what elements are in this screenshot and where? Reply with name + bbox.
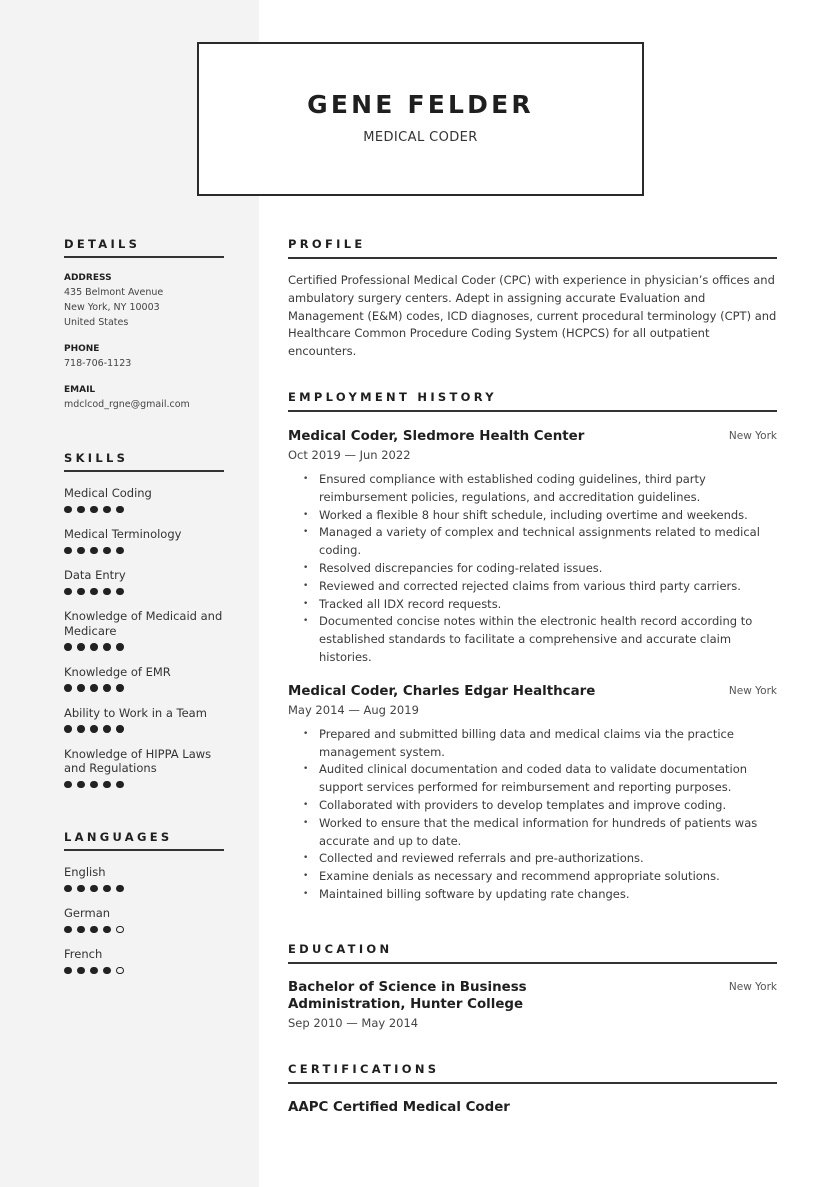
filled-dot-icon	[90, 725, 98, 733]
rating-label: Ability to Work in a Team	[64, 705, 207, 720]
rating-dots	[64, 725, 224, 733]
filled-dot-icon	[90, 588, 98, 596]
job-title: Medical Coder, Charles Edgar Healthcare	[288, 683, 596, 699]
filled-dot-icon	[77, 684, 85, 692]
filled-dot-icon	[116, 547, 124, 555]
bullet-item: • Documented concise notes within the electronic health record according to established standards to facilitate a comprehensive and accurate claim histories.	[302, 613, 777, 666]
address-value	[64, 285, 224, 330]
bullet-item: • Resolved discrepancies for coding-related issues.	[302, 560, 777, 578]
skills-heading: SKILLS	[64, 451, 224, 472]
skills-section	[64, 451, 224, 788]
rating-item	[64, 665, 224, 692]
filled-dot-icon	[103, 725, 111, 733]
filled-dot-icon	[116, 506, 124, 514]
certifications-heading: CERTIFICATIONS	[288, 1062, 777, 1084]
rating-item	[64, 609, 224, 651]
education-header	[288, 979, 777, 1013]
filled-dot-icon	[64, 885, 72, 893]
filled-dot-icon	[103, 506, 111, 514]
filled-dot-icon	[77, 588, 85, 596]
job-dates: May 2014 — Aug 2019	[288, 702, 419, 717]
filled-dot-icon	[90, 967, 98, 975]
bullet-item: • Prepared and submitted billing data and medical claims via the practice management system.	[302, 726, 777, 762]
email-value: mdclcod_rgne@gmail.com	[64, 399, 190, 410]
bullet-item: • Worked to ensure that the medical information for hundreds of patients was accurate and up to date.	[302, 815, 777, 851]
education-dates: Sep 2010 — May 2014	[288, 1016, 419, 1030]
name-header-box	[197, 42, 644, 196]
job-location: New York	[728, 684, 777, 697]
filled-dot-icon	[64, 643, 72, 651]
rating-item	[64, 747, 224, 789]
job-bullets	[288, 471, 777, 667]
rating-item	[64, 486, 224, 513]
filled-dot-icon	[116, 643, 124, 651]
certifications-section	[288, 1062, 777, 1116]
bullet-item: • Audited clinical documentation and coded data to validate documentation support services performed for reimbursement and reporting purposes.	[302, 761, 777, 797]
rating-dots	[64, 506, 224, 514]
bullet-item: • Examine denials as necessary and recommend appropriate solutions.	[302, 868, 777, 886]
job-location: New York	[728, 430, 777, 442]
filled-dot-icon	[90, 643, 98, 651]
profile-section	[288, 237, 777, 361]
rating-item	[64, 706, 224, 733]
rating-item	[64, 527, 224, 554]
filled-dot-icon	[116, 885, 124, 893]
rating-dots	[64, 547, 224, 555]
rating-label: Knowledge of Medicaid and Medicare	[64, 609, 223, 638]
filled-dot-icon	[103, 643, 111, 651]
rating-dots	[64, 684, 224, 692]
filled-dot-icon	[116, 781, 124, 789]
rating-item	[64, 947, 224, 974]
bullet-item: • Collaborated with providers to develop templates and improve coding.	[302, 797, 777, 815]
job-bullets	[288, 726, 777, 904]
address-label: ADDRESS	[64, 273, 112, 283]
employment-section	[288, 390, 777, 904]
rating-label: Medical Coding	[64, 486, 152, 500]
filled-dot-icon	[103, 547, 111, 555]
certification-item: AAPC Certified Medical Coder	[288, 1100, 510, 1115]
filled-dot-icon	[90, 684, 98, 692]
candidate-name: GENE FELDER	[307, 90, 534, 119]
job-entry	[288, 683, 777, 904]
filled-dot-icon	[103, 885, 111, 893]
bullet-item: • Worked a flexible 8 hour shift schedule, including overtime and weekends.	[302, 507, 777, 525]
filled-dot-icon	[64, 588, 72, 596]
filled-dot-icon	[90, 506, 98, 514]
profile-summary: Certified Professional Medical Coder (CPC) with experience in physician’s offices and ambulatory surgery centers. Adept in assigning accurate Evaluation and Management (E&M) codes, ICD diagnoses, current procedural terminology (CPT) and Healthcare Common Procedure Coding System (HCPCS) for all outpatient encounters.	[288, 273, 777, 359]
filled-dot-icon	[64, 506, 72, 514]
filled-dot-icon	[103, 684, 111, 692]
filled-dot-icon	[90, 547, 98, 555]
filled-dot-icon	[103, 588, 111, 596]
bullet-item: • Ensured compliance with established coding guidelines, third party reimbursement policies, regulations, and accreditation guidelines.	[302, 471, 777, 507]
filled-dot-icon	[64, 967, 72, 975]
rating-dots	[64, 588, 224, 596]
job-header	[288, 683, 777, 700]
bullet-item: • Tracked all IDX record requests.	[302, 596, 777, 614]
filled-dot-icon	[116, 725, 124, 733]
empty-dot-icon	[116, 967, 124, 975]
job-title: Medical Coder, Sledmore Health Center	[288, 429, 585, 444]
address-line: New York, NY 10003	[64, 302, 160, 313]
rating-label: English	[64, 865, 106, 879]
address-line: 435 Belmont Avenue	[64, 287, 164, 298]
job-entry	[288, 428, 777, 667]
rating-item	[64, 865, 224, 892]
rating-item	[64, 906, 224, 933]
filled-dot-icon	[90, 885, 98, 893]
rating-dots	[64, 643, 224, 651]
filled-dot-icon	[90, 781, 98, 789]
filled-dot-icon	[116, 588, 124, 596]
rating-label: Knowledge of EMR	[64, 664, 171, 679]
bullet-item: • Collected and reviewed referrals and pre-authorizations.	[302, 850, 777, 868]
filled-dot-icon	[77, 781, 85, 789]
rating-dots	[64, 967, 224, 975]
education-heading: EDUCATION	[288, 942, 777, 964]
filled-dot-icon	[77, 643, 85, 651]
filled-dot-icon	[64, 547, 72, 555]
filled-dot-icon	[90, 926, 98, 934]
degree-title: Bachelor of Science in Business Administration, Hunter College	[288, 980, 527, 1012]
email-label: EMAIL	[64, 385, 96, 395]
bullet-item: • Maintained billing software by updating rate changes.	[302, 886, 777, 904]
bullet-item: • Managed a variety of complex and technical assignments related to medical coding.	[302, 524, 777, 560]
filled-dot-icon	[77, 967, 85, 975]
rating-dots	[64, 926, 224, 934]
profile-heading: PROFILE	[288, 237, 777, 259]
filled-dot-icon	[64, 725, 72, 733]
rating-label: Knowledge of HIPPA Laws and Regulations	[64, 746, 212, 775]
education-entry	[288, 979, 777, 1030]
filled-dot-icon	[77, 547, 85, 555]
empty-dot-icon	[116, 926, 124, 934]
filled-dot-icon	[64, 684, 72, 692]
details-heading: DETAILS	[64, 237, 224, 258]
filled-dot-icon	[103, 926, 111, 934]
filled-dot-icon	[77, 506, 85, 514]
filled-dot-icon	[77, 725, 85, 733]
skills-list	[64, 486, 224, 788]
rating-dots	[64, 885, 224, 893]
education-location: New York	[728, 981, 777, 993]
employment-heading: EMPLOYMENT HISTORY	[288, 390, 777, 412]
filled-dot-icon	[103, 967, 111, 975]
filled-dot-icon	[64, 781, 72, 789]
filled-dot-icon	[103, 781, 111, 789]
filled-dot-icon	[64, 926, 72, 934]
rating-label: French	[64, 947, 103, 961]
rating-label: Medical Terminology	[64, 527, 182, 541]
languages-list	[64, 865, 224, 974]
phone-label: PHONE	[64, 344, 100, 354]
phone-value: 718-706-1123	[64, 358, 132, 369]
filled-dot-icon	[77, 926, 85, 934]
bullet-item: • Reviewed and corrected rejected claims from various third party carriers.	[302, 578, 777, 596]
job-dates: Oct 2019 — Jun 2022	[288, 448, 411, 462]
filled-dot-icon	[77, 885, 85, 893]
rating-label: Data Entry	[64, 568, 126, 582]
languages-heading: LANGUAGES	[64, 830, 224, 851]
languages-section	[64, 830, 224, 974]
education-section	[288, 942, 777, 1030]
rating-label: German	[64, 906, 111, 920]
details-section	[64, 237, 224, 412]
address-line: United States	[64, 317, 129, 328]
filled-dot-icon	[116, 684, 124, 692]
candidate-title: MEDICAL CODER	[363, 130, 478, 145]
rating-dots	[64, 781, 224, 789]
job-header	[288, 428, 777, 445]
rating-item	[64, 568, 224, 595]
